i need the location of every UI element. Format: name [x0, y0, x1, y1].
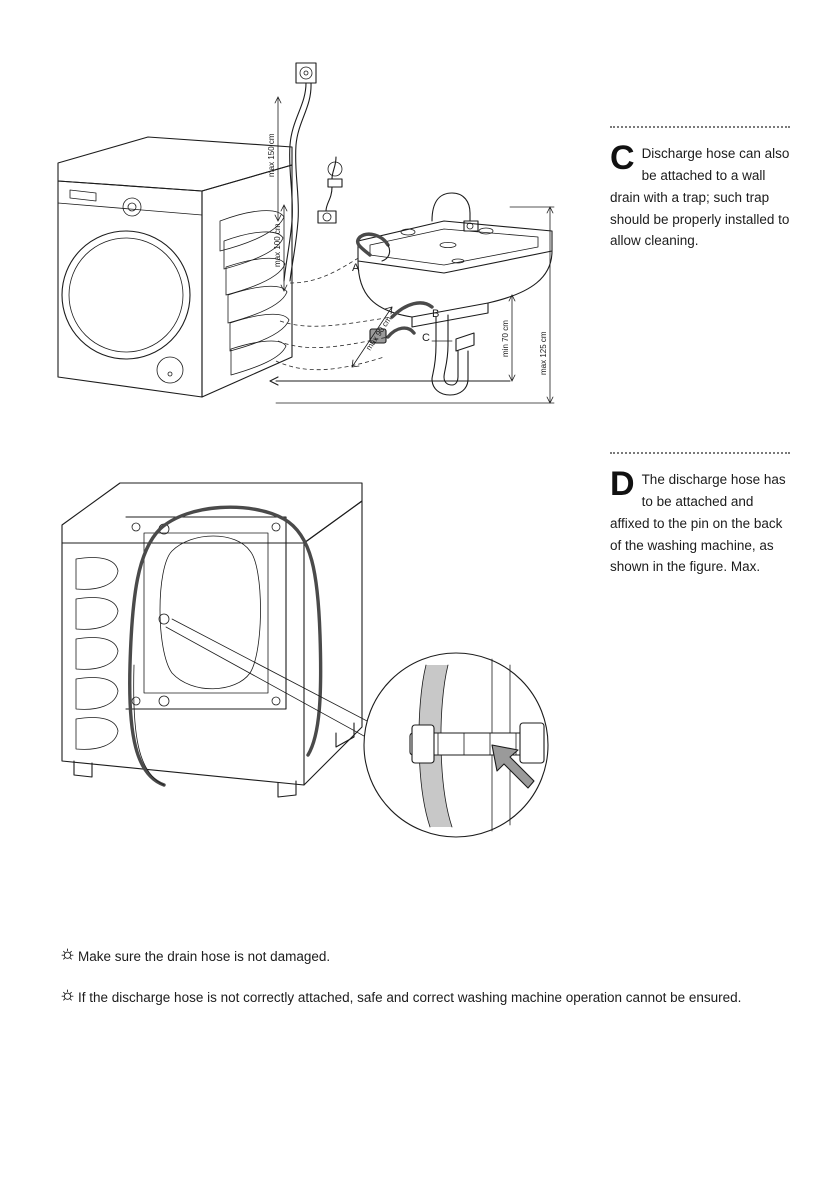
figure-top-diagram: [40, 45, 580, 435]
tip-2-text: If the discharge hose is not correctly attached, safe and correct washing machine operation cannot be ensured.: [78, 990, 742, 1005]
figure-bottom-diagram: [40, 455, 580, 875]
wall-socket: [296, 63, 316, 83]
note-d: [610, 452, 790, 578]
svg-text:max 100 cm: max 100 cm: [273, 223, 282, 267]
dimension-min-70: [501, 295, 515, 381]
svg-text:C: C: [422, 332, 430, 344]
cable-bundle: [284, 83, 311, 281]
lightbulb-icon: [60, 948, 75, 963]
note-d-letter: D: [610, 465, 635, 503]
svg-text:max 90 cm: max 90 cm: [364, 314, 394, 353]
water-tap: [318, 157, 342, 223]
note-c-text: Discharge hose can also be attached to a wall drain with a trap; such trap should be properly installed to allow cleaning.: [610, 146, 790, 249]
note-c-letter: C: [610, 139, 635, 177]
note-d-body: [610, 465, 790, 578]
sink-trap: [432, 315, 474, 395]
svg-text:max 150 cm: max 150 cm: [267, 133, 276, 177]
svg-text:max 125 cm: max 125 cm: [539, 331, 548, 375]
note-c: [610, 126, 790, 252]
discharge-hose: [130, 507, 321, 785]
note-d-text: The discharge hose has to be attached and affixed to the pin on the back of the washing machine, as shown in the figure. Max.: [610, 472, 786, 575]
tip-1-text: Make sure the drain hose is not damaged.: [78, 949, 331, 964]
tip-2: [60, 988, 760, 1009]
note-c-body: [610, 139, 790, 252]
lightbulb-icon: [60, 989, 75, 1004]
sink: [358, 193, 552, 327]
dimension-max-150: [267, 97, 281, 221]
note-d-divider: [610, 452, 790, 455]
hose-b: [392, 303, 439, 320]
tip-1: [60, 947, 760, 968]
svg-text:B: B: [432, 308, 440, 320]
hose-clip-detail: [364, 653, 548, 837]
detail-pointer: [166, 619, 390, 747]
note-c-divider: [610, 126, 790, 129]
svg-text:A: A: [352, 262, 360, 274]
svg-text:min 70 cm: min 70 cm: [501, 320, 510, 357]
dimension-max-100: [273, 205, 287, 291]
washing-machine-front: [58, 137, 292, 397]
